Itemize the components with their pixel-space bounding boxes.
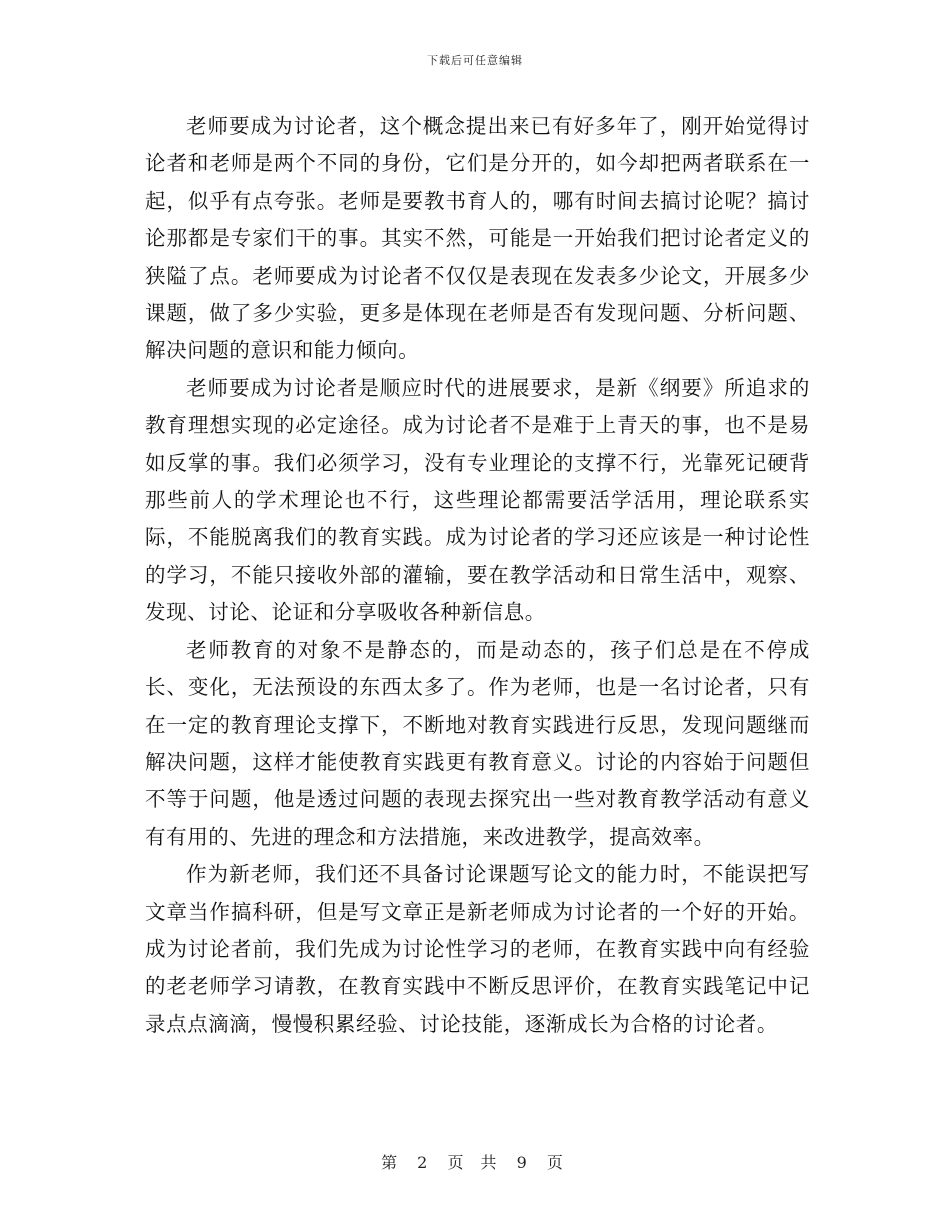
- paragraph-4: 作为新老师，我们还不具备讨论课题写论文的能力时，不能误把写文章当作搞科研，但是写文章正是新老师成为讨论者的一个好的开始。成为讨论者前，我们先成为讨论性学习的老师，在教育实践中向有经验的老老师学习请教，在教育实践中不断反思评价，在教育实践笔记中记录点点滴滴，慢慢积累经验、讨论技能，逐渐成长为合格的讨论者。: [145, 862, 810, 1036]
- paragraph-3: 老师教育的对象不是静态的，而是动态的，孩子们总是在不停成长、变化，无法预设的东西太多了。作为老师，也是一名讨论者，只有在一定的教育理论支撑下，不断地对教育实践进行反思，发现问题继而解决问题，这样才能使教育实践更有教育意义。讨论的内容始于问题但不等于问题，他是透过问题的表现去探究出一些对教育教学活动有意义有有用的、先进的理念和方法措施，来改进教学，提高效率。: [145, 637, 810, 849]
- current-page-number: 2: [417, 1153, 434, 1172]
- paragraph-1: 老师要成为讨论者，这个概念提出来已有好多年了，刚开始觉得讨论者和老师是两个不同的身份，它们是分开的，如今却把两者联系在一起，似乎有点夸张。老师是要教书育人的，哪有时间去搞讨论呢？搞讨论那都是专家们干的事。其实不然，可能是一开始我们把讨论者定义的狭隘了点。老师要成为讨论者不仅仅是表现在发表多少论文，开展多少课题，做了多少实验，更多是体现在老师是否有发现问题、分析问题、解决问题的意识和能力倾向。: [145, 114, 810, 363]
- page-footer: [0, 1150, 950, 1173]
- page-header-note: 下载后可任意编辑: [427, 54, 523, 67]
- total-pages-number: 9: [516, 1153, 533, 1172]
- document-body: [145, 108, 810, 1043]
- paragraph-2: 老师要成为讨论者是顺应时代的进展要求，是新《纲要》所追求的教育理想实现的必定途径。成为讨论者不是难于上青天的事，也不是易如反掌的事。我们必须学习，没有专业理论的支撑不行，光靠死记硬背那些前人的学术理论也不行，这些理论都需要活学活用，理论联系实际，不能脱离我们的教育实践。成为讨论者的学习还应该是一种讨论性的学习，不能只接收外部的灌输，要在教学活动和日常生活中，观察、发现、讨论、论证和分享吸收各种新信息。: [145, 375, 810, 625]
- footer-middle: 页 共: [447, 1153, 503, 1172]
- footer-prefix: 第: [381, 1153, 404, 1172]
- footer-suffix: 页: [546, 1153, 569, 1172]
